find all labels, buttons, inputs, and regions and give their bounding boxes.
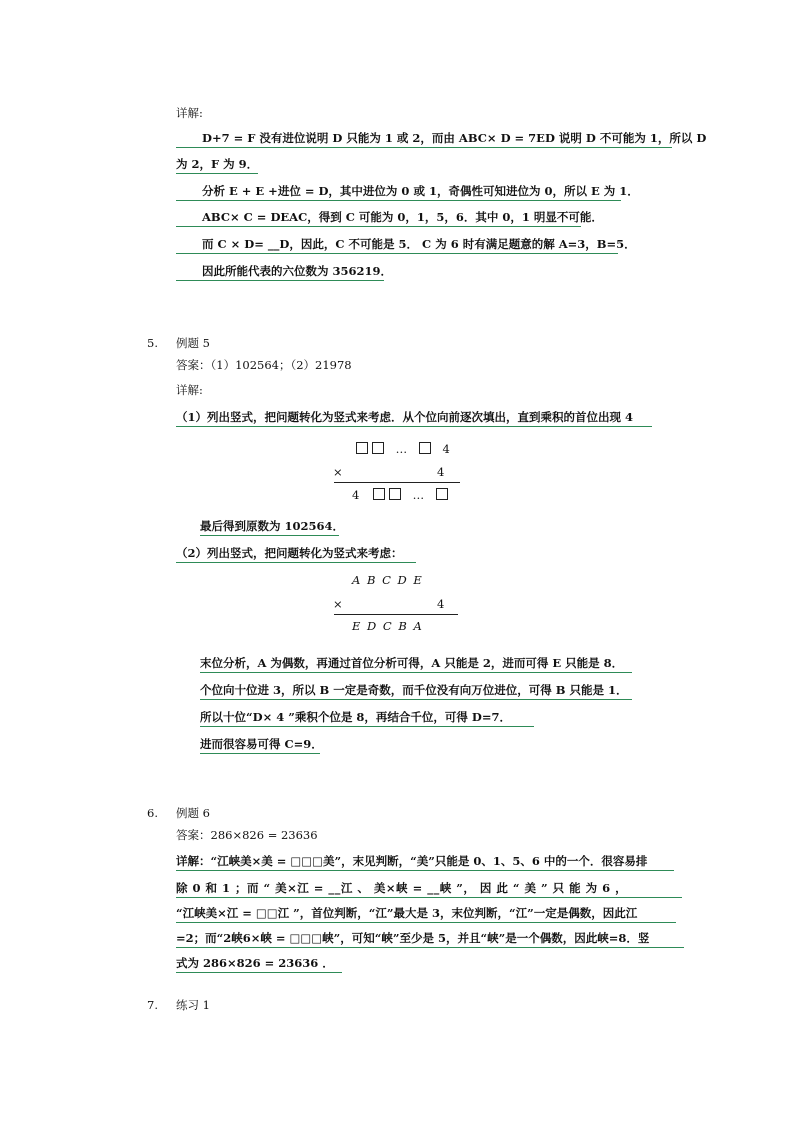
- s5-part1: （1）列出竖式，把问题转化为竖式来考虑．从个位向前逐次填出，直到乘积的首位出现 4: [176, 410, 652, 427]
- blank-square: [373, 488, 385, 500]
- s7-title: 练习 1: [176, 998, 210, 1012]
- vmul1-row1: … 4: [354, 442, 450, 456]
- s6-answer: 答案：286×826 = 23636: [176, 828, 318, 842]
- blank-square: [389, 488, 401, 500]
- s6-number: 6.: [147, 806, 158, 820]
- vmul1-times: ×: [333, 465, 343, 479]
- s5-part2: （2）列出竖式，把问题转化为竖式来考虑：: [176, 546, 416, 563]
- s5-label: 详解:: [176, 383, 203, 397]
- s6-line-2: 除 0 和 1 ；而 “ 美×江 = __江 、 美×峡 = __峡 ”， 因 此 “ 美 ” 只 能 为 6 ，: [176, 881, 682, 898]
- blank-square: [436, 488, 448, 500]
- s6-line-1: 详解：“江峡美×美 = □□□美”，末见判断，“美”只能是 0、1、5、6 中的一个．很容易排: [176, 854, 674, 871]
- blank-square: [356, 442, 368, 454]
- vmul2-row1: A B C D E: [352, 573, 422, 587]
- s5-title: 例题 5: [176, 336, 210, 350]
- s6-line-5: 式为 286×826 = 23636 ．: [176, 956, 342, 973]
- vmul1-row2: 4: [437, 465, 445, 479]
- s4-line-3: 分析 E + E +进位 = D，其中进位为 0 或 1，奇偶性可知进位为 0，所以 E 为 1．: [176, 184, 621, 201]
- s4-line-6: 因此所能代表的六位数为 356219．: [176, 264, 384, 281]
- s6-line-4: =2；而“2峡6×峡 = □□□峡”，可知“峡”至少是 5，并且“峡”是一个偶数，因此峡=8．竖: [176, 931, 684, 948]
- vmul2-times: ×: [333, 597, 343, 611]
- s4-line-4: ABC× C = DEAC，得到 C 可能为 0，1，5，6．其中 0，1 明显不可能．: [176, 210, 581, 227]
- blank-square: [419, 442, 431, 454]
- s5-line-2: 个位向十位进 3，所以 B 一定是奇数，而千位没有向万位进位，可得 B 只能是 1．: [200, 683, 632, 700]
- s5-part1-result: 最后得到原数为 102564．: [200, 519, 339, 536]
- s5-number: 5.: [147, 336, 158, 350]
- s4-line-2: 为 2，F 为 9．: [176, 157, 258, 174]
- vmul1-rule: [334, 482, 460, 483]
- s5-line-4: 进而很容易可得 C=9．: [200, 737, 320, 754]
- s5-line-1: 末位分析，A 为偶数，再通过首位分析可得，A 只能是 2，进而可得 E 只能是 8．: [200, 656, 632, 673]
- s4-label: 详解:: [176, 106, 203, 120]
- blank-square: [372, 442, 384, 454]
- vmul2-rule: [334, 614, 458, 615]
- s6-line-3: “江峡美×江 = □□江 ”，首位判断，“江”最大是 3，末位判断，“江”一定是偶数，因此江: [176, 906, 676, 923]
- vmul1-row3: 4 …: [352, 488, 450, 502]
- s4-line-1: D+7 = F 没有进位说明 D 只能为 1 或 2，而由 ABC× D = 7ED 说明 D 不可能为 1，所以 D: [176, 131, 672, 148]
- s5-line-3: 所以十位“D× 4 ”乘积个位是 8，再结合千位，可得 D=7．: [200, 710, 534, 727]
- s6-title: 例题 6: [176, 806, 210, 820]
- s7-number: 7.: [147, 998, 158, 1012]
- vmul2-row2: 4: [437, 597, 445, 611]
- vmul2-row3: E D C B A: [352, 619, 422, 633]
- s5-answer: 答案：（1）102564；（2）21978: [176, 358, 352, 372]
- s4-line-5: 而 C × D= __D，因此，C 不可能是 5． C 为 6 时有满足题意的解 A=3，B=5．: [176, 237, 618, 254]
